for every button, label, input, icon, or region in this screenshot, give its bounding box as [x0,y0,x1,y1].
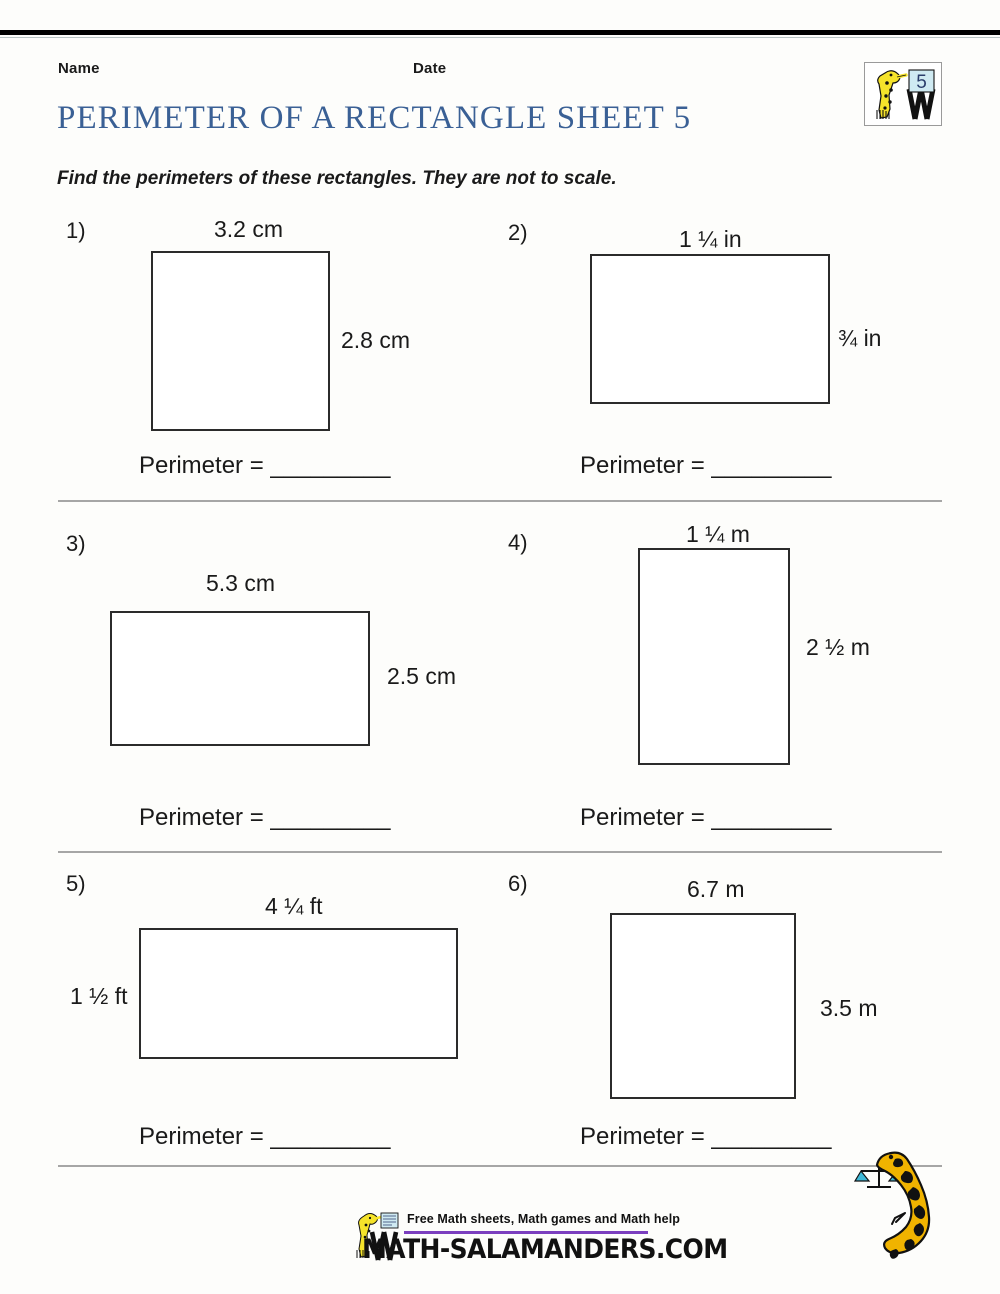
dimension-width-3: 5.3 cm [206,570,276,596]
rectangle-5 [139,928,458,1059]
answer-blank-4[interactable]: _________ [711,804,832,831]
site-logo[interactable] [352,1210,728,1272]
level-badge [864,62,942,126]
salamander-icon [877,71,906,119]
answer-line-1[interactable] [139,452,391,480]
dimension-width-4: 1 ¼ m [686,521,750,547]
dimension-height-4: 2 ½ m [806,634,870,660]
problem-number-3: 3) [66,531,86,556]
row-separator-1 [58,500,942,502]
answer-label-4: Perimeter = [580,804,712,831]
answer-blank-1[interactable]: _________ [270,452,391,479]
rectangle-4 [638,548,790,765]
dimension-width-6: 6.7 m [687,876,745,902]
answer-label-3: Perimeter = [139,804,271,831]
dimension-width-1: 3.2 cm [214,216,284,242]
salamander-body [877,1153,929,1259]
top-rule [0,30,1000,35]
rectangle-1 [151,251,330,431]
m-letter-icon [909,89,933,119]
rectangle-6 [610,913,796,1099]
date-label: Date [413,60,447,77]
level-badge-graphic [865,63,941,125]
answer-label-1: Perimeter = [139,452,271,479]
name-label: Name [58,60,100,77]
dimension-height-2: ¾ in [838,325,882,351]
dimension-width-5: 4 ¼ ft [265,893,323,919]
level-number: 5 [916,72,927,93]
footer-tagline: Free Math sheets, Math games and Math help [407,1212,681,1226]
rectangle-3 [110,611,370,746]
answer-blank-5[interactable]: _________ [270,1123,391,1150]
answer-line-5[interactable] [139,1123,391,1151]
answer-line-4[interactable] [580,804,832,832]
page-title: PERIMETER OF A RECTANGLE SHEET 5 [57,100,692,136]
top-rule-hairline [0,37,1000,38]
answer-line-2[interactable] [580,452,832,480]
problem-number-5: 5) [66,871,86,896]
instruction-text: Find the perimeters of these rectangles. They are not to scale. [57,168,617,189]
answer-blank-3[interactable]: _________ [270,804,391,831]
problem-number-6: 6) [508,871,528,896]
dimension-height-3: 2.5 cm [387,663,457,689]
problem-number-4: 4) [508,530,528,555]
problem-number-1: 1) [66,218,86,243]
answer-label-6: Perimeter = [580,1123,712,1150]
row-separator-2 [58,851,942,853]
dimension-width-2: 1 ¼ in [679,226,742,252]
answer-line-3[interactable] [139,804,391,832]
dimension-height-6: 3.5 m [820,995,878,1021]
rectangle-2 [590,254,830,404]
dimension-height-1: 2.8 cm [341,327,411,353]
row-separator-3 [58,1165,942,1167]
problem-number-2: 2) [508,220,528,245]
answer-blank-2[interactable]: _________ [711,452,832,479]
answer-line-6[interactable] [580,1123,832,1151]
answer-blank-6[interactable]: _________ [711,1123,832,1150]
answer-label-2: Perimeter = [580,452,712,479]
dimension-height-5: 1 ½ ft [70,983,128,1009]
salamander-mascot-icon [853,1143,965,1269]
answer-label-5: Perimeter = [139,1123,271,1150]
footer-domain[interactable]: MATH-SALAMANDERS.COM [362,1234,728,1265]
